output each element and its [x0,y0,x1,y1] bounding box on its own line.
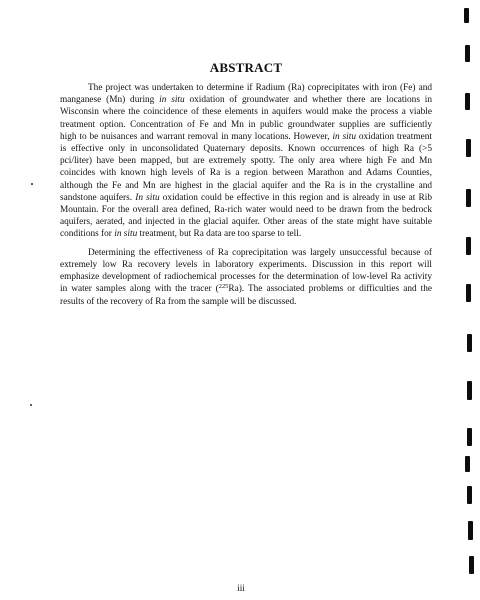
scan-binding-mark [466,189,471,207]
scan-binding-mark [467,381,472,400]
scan-binding-mark [465,45,470,62]
text-run: oxidation of groundwater and whether there are locations in [184,95,433,106]
text-line [60,271,432,283]
text-run: oxidation could be effective in this region and is already in use at Rib [159,192,432,203]
text-line [60,131,432,143]
italic-text-run: in situ [114,229,138,240]
text-run: emphasize development of radiochemical processes for the determination of low-level Ra activity [60,272,432,283]
text-line [60,228,432,240]
superscript-text: 225 [218,283,229,291]
text-line [60,283,432,295]
scan-binding-mark [465,456,470,472]
italic-text-run: in situ [159,95,185,106]
text-line [60,204,432,216]
text-run: Wisconsin where the coincidence of these elements in aquifers would make the process a viable [60,107,432,118]
text-run: extremely low Ra recovery levels in laboratory experiments. Discussion in this report will [60,260,432,271]
scan-binding-mark [466,237,471,255]
scan-binding-mark [466,139,471,157]
scan-binding-mark [467,486,472,504]
text-run: Determining the effectiveness of Ra coprecipitation was largely unsuccessful because of [88,247,432,258]
text-run: pci/liter) have been mapped, but are extremely spotty. The only area where high Fe and Mn [60,156,432,167]
text-run: is effective only in unconsolidated Quaternary deposits. Known occurrences of high Ra (>5 [60,143,432,154]
page-number: iii [237,584,245,594]
text-line [60,259,432,271]
text-line [60,143,432,155]
text-run: sandstone aquifers. [60,192,136,203]
text-line [60,167,432,179]
text-run: treatment option. Concentration of Fe and Mn in public groundwater supplies are sufficiently [60,119,432,130]
abstract-paragraph [60,247,432,308]
text-run: in water samples along with the tracer ( [60,284,219,295]
text-run: oxidation treatment [356,131,432,142]
text-run: high to be nuisances and warrant removal in many locations. However, [60,131,333,142]
scan-binding-mark [469,556,474,574]
text-line [60,119,432,131]
text-run: aquifers, aerated, and injected in the glacial aquifer. Other areas of the state might have suitable [60,217,432,228]
text-run: treatment, but Ra data are too sparse to tell. [137,229,302,240]
scan-binding-mark [468,521,473,540]
text-line [60,180,432,192]
text-line [60,155,432,167]
page-title: ABSTRACT [209,60,283,75]
text-line [60,82,432,94]
text-run: although the Fe and Mn are highest in the glacial aquifer and the Ra is in the crystalline and [60,180,432,191]
scan-speck [30,404,32,406]
italic-text-run: in situ [332,131,356,142]
text-run: Mountain. For the overall area defined, Ra-rich water would need to be drawn from the bedrock [60,204,432,215]
text-line [60,106,432,118]
scan-speck [31,183,33,185]
scan-binding-mark [464,8,469,23]
scan-binding-mark [465,93,470,110]
text-run: results of the recovery of Ra from the sample will be discussed. [60,296,297,307]
abstract-paragraph [60,82,432,240]
text-line [60,296,432,308]
text-run: manganese (Mn) during [60,95,160,106]
text-line [60,192,432,204]
abstract-body [60,82,432,314]
text-run: coincides with known high levels of Ra is a region between Marathon and Adams Counties, [60,168,432,179]
scan-binding-mark [466,284,471,302]
scan-binding-mark [467,428,472,446]
text-line [60,216,432,228]
text-run: The project was undertaken to determine if Radium (Ra) coprecipitates with iron (Fe) and [88,83,432,93]
text-run: conditions for [60,229,115,240]
scan-binding-mark [467,334,472,352]
text-run: Ra). The associated problems or difficulties and the [228,284,432,295]
text-line [60,94,432,106]
text-line [60,247,432,259]
italic-text-run: In situ [135,192,160,203]
